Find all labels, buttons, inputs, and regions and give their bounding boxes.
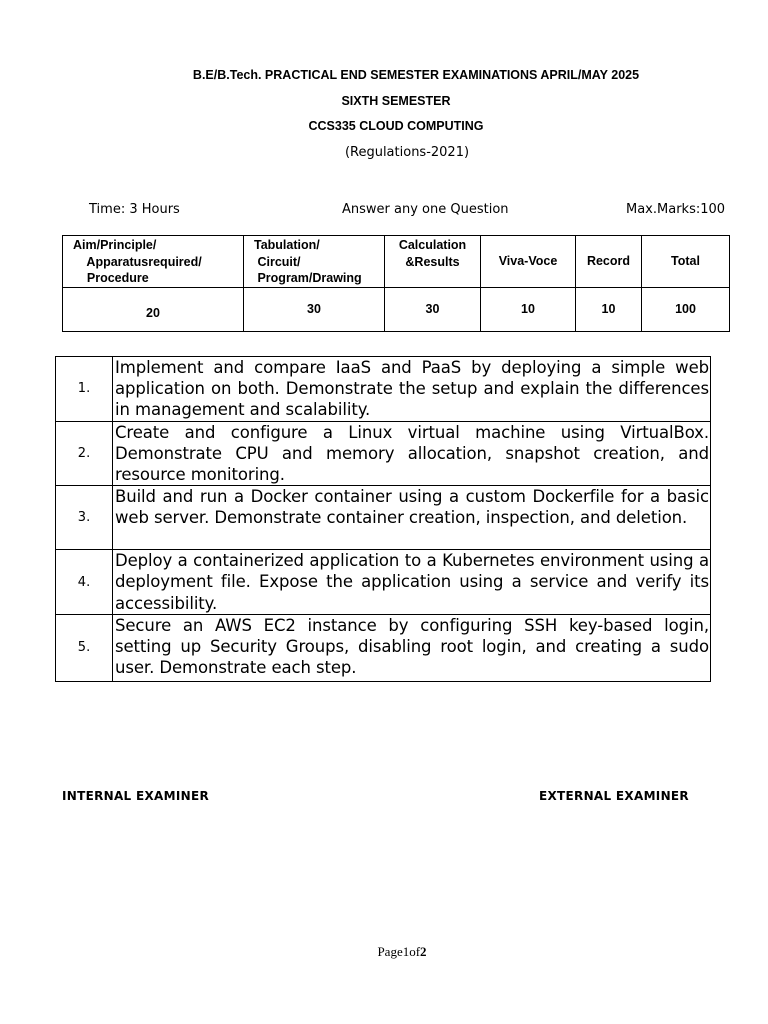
page-number (0, 944, 768, 960)
regulations-label: (Regulations-2021) (344, 145, 470, 160)
value-aim: 20 (63, 287, 244, 331)
question-number: 5. (56, 614, 113, 681)
marks-distribution-table (62, 235, 730, 332)
value-record: 10 (576, 287, 642, 331)
course-title: CCS335 CLOUD COMPUTING (308, 119, 484, 133)
header-aim: Aim/Principle/ Apparatusrequired/ Procedure (63, 236, 244, 288)
max-marks-label: Max.Marks:100 (626, 202, 726, 217)
marks-values-row (63, 287, 730, 331)
header-record: Record (576, 236, 642, 288)
instruction-label: Answer any one Question (342, 202, 509, 217)
question-row (56, 550, 711, 615)
value-total: 100 (642, 287, 730, 331)
value-viva-voce: 10 (481, 287, 576, 331)
question-text: Create and configure a Linux virtual machine using VirtualBox. Demonstrate CPU and memory allocation, snapshot creation, and resource monitoring. (113, 421, 711, 486)
header-total: Total (642, 236, 730, 288)
header-viva-voce: Viva-Voce (481, 236, 576, 288)
question-text: Build and run a Docker container using a custom Dockerfile for a basic web server. Demonstrate container creation, inspection, and deletion. (113, 486, 711, 550)
question-number: 1. (56, 357, 113, 422)
question-number: 4. (56, 550, 113, 615)
time-label: Time: 3 Hours (89, 202, 180, 217)
page-number-prefix: Page1of (377, 944, 421, 959)
marks-header-row (63, 236, 730, 288)
question-text: Implement and compare IaaS and PaaS by deploying a simple web application on both. Demonstrate the setup and explain the differences in management and scalability. (113, 357, 711, 422)
external-examiner-label: EXTERNAL EXAMINER (539, 789, 689, 803)
question-row (56, 614, 711, 681)
value-calculation: 30 (385, 287, 481, 331)
exam-title: B.E/B.Tech. PRACTICAL END SEMESTER EXAMINATIONS APRIL/MAY 2025 (192, 68, 640, 82)
value-tabulation: 30 (244, 287, 385, 331)
question-row (56, 421, 711, 486)
question-number: 2. (56, 421, 113, 486)
semester-title: SIXTH SEMESTER (341, 94, 451, 108)
question-row (56, 357, 711, 422)
question-number: 3. (56, 486, 113, 550)
header-tabulation: Tabulation/ Circuit/ Program/Drawing (244, 236, 385, 288)
header-calculation: Calculation &Results (385, 236, 481, 288)
question-text: Deploy a containerized application to a Kubernetes environment using a deployment file. Expose the application using a service and verify its accessibility. (113, 550, 711, 615)
question-row (56, 486, 711, 550)
page-total: 2 (420, 944, 427, 959)
question-text: Secure an AWS EC2 instance by configuring SSH key-based login, setting up Security Groups, disabling root login, and creating a sudo user. Demonstrate each step. (113, 614, 711, 681)
questions-table (55, 356, 711, 682)
internal-examiner-label: INTERNAL EXAMINER (62, 789, 210, 803)
